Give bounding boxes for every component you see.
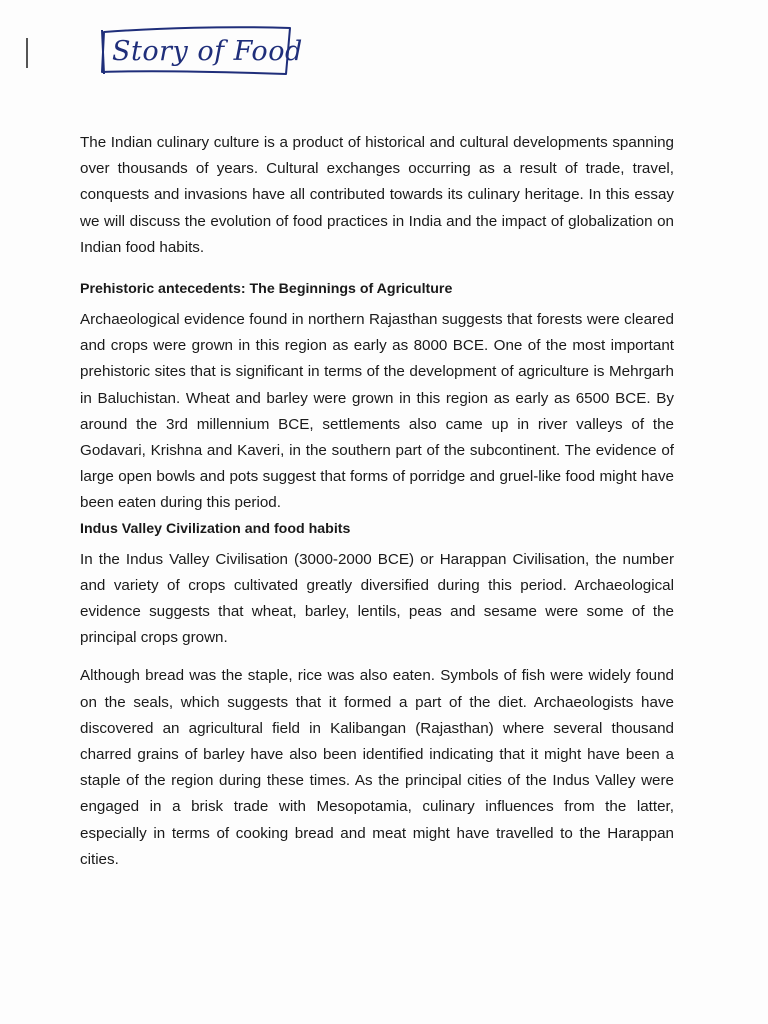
handwritten-title-box bbox=[98, 22, 303, 88]
paragraph-prehistoric: Archaeological evidence found in northern Rajasthan suggests that forests were cleared and crops were grown in this region as early as 8000 BCE. One of the most important prehistoric sites that is significant in terms of the development of agriculture is Mehrgarh in Baluchistan. Wheat and barley were grown in this region as early as 6500 BCE. By around the 3rd millennium BCE, settlements also came up in river valleys of the Godavari, Krishna and Kaveri, in the southern part of the subcontinent. The evidence of large open bowls and pots suggest that forms of porridge and gruel-like food might have been eaten during this period. bbox=[80, 311, 674, 512]
section-heading-prehistoric: Prehistoric antecedents: The Beginnings of Agriculture bbox=[80, 281, 453, 298]
section-heading-indus-valley: Indus Valley Civilization and food habits bbox=[80, 520, 351, 537]
intro-paragraph: The Indian culinary culture is a product of historical and cultural developments spanning over thousands of years. Cultural exchanges occurring as a result of trade, travel, conquests and invasions have all contributed towards its culinary heritage. In this essay we will discuss the evolution of food practices in India and the impact of globalization on Indian food habits. bbox=[80, 134, 674, 256]
paragraph-indus-crops: In the Indus Valley Civilisation (3000-2000 BCE) or Harappan Civilisation, the number and variety of crops cultivated greatly diversified during this period. Archaeological evidence suggests that wheat, barley, lentils, peas and sesame were some of the principal crops grown. bbox=[80, 550, 674, 647]
margin-mark bbox=[26, 38, 28, 68]
page-title: Story of Food bbox=[112, 36, 303, 67]
paragraph-indus-diet: Although bread was the staple, rice was also eaten. Symbols of fish were widely found on the seals, which suggests that it formed a part of the diet. Archaeologists have discovered an agricultural field in Kalibangan (Rajasthan) where several thousand charred grains of barley have also been identified indicating that it might have been a staple of the region during these times. As the principal cities of the Indus Valley were engaged in a brisk trade with Mesopotamia, culinary influences from the latter, especially in terms of cooking bread and meat might have travelled to the Harappan cities. bbox=[80, 667, 674, 868]
document-body bbox=[80, 130, 674, 873]
